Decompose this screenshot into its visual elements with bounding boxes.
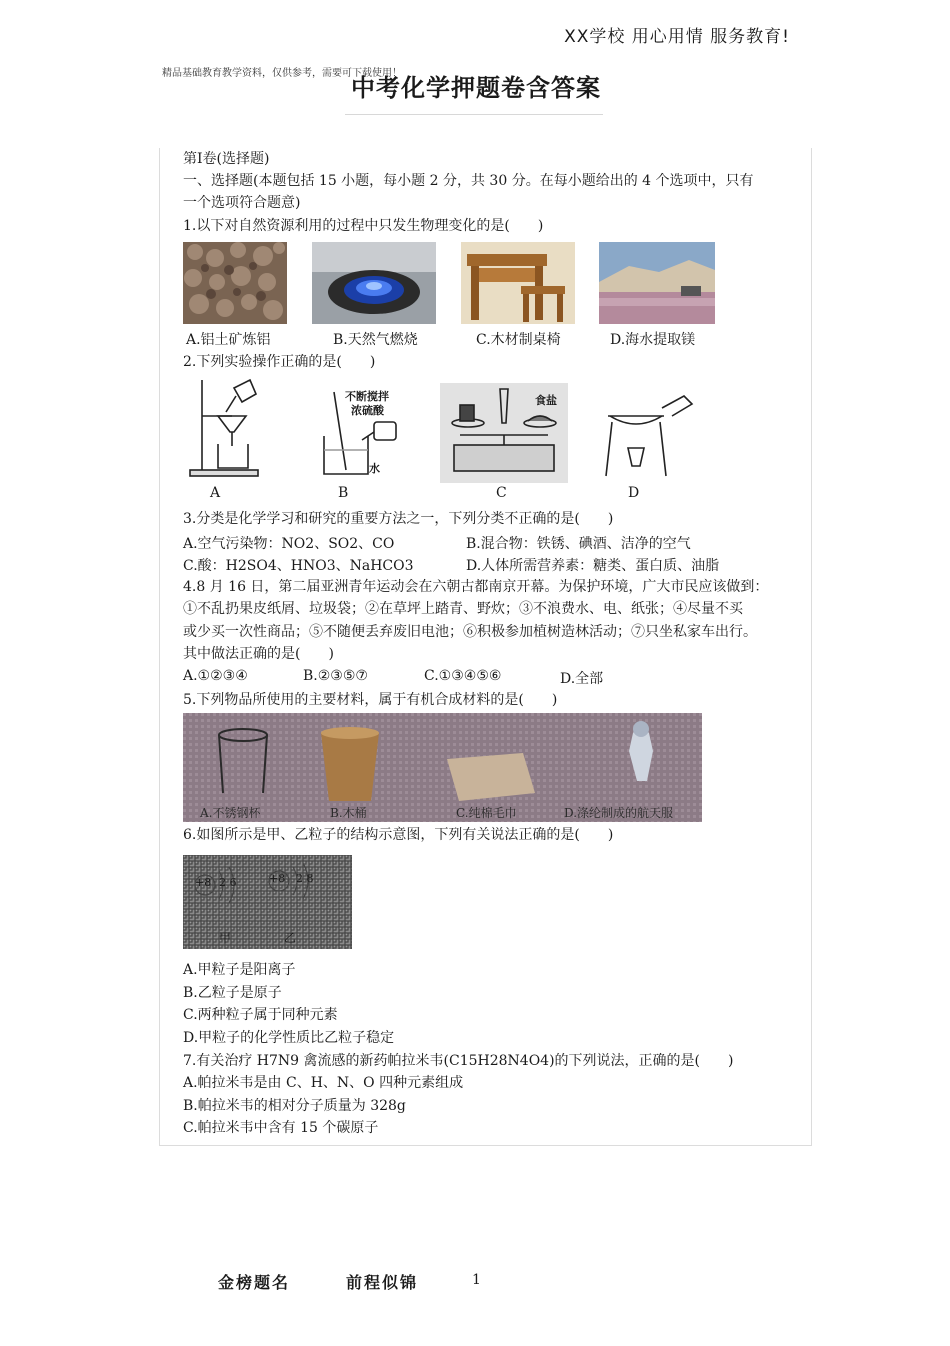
q7-option-c: C.帕拉米韦中含有 15 个碳原子	[183, 1120, 379, 1136]
q3-stem: 3.分类是化学学习和研究的重要方法之一，下列分类不正确的是( )	[183, 511, 614, 527]
q2-label-stir: 不断搅拌	[345, 390, 389, 403]
q5-caption-c: C.纯棉毛巾	[456, 806, 517, 820]
q5-caption-a: A.不锈钢杯	[200, 806, 261, 820]
q1-caption-b: B.天然气燃烧	[333, 332, 418, 348]
q1-seawater-photo	[599, 242, 715, 324]
q6-nucleus-b: +8	[269, 872, 286, 885]
q5-stem: 5.下列物品所使用的主要材料，属于有机合成材料的是( )	[183, 692, 558, 708]
q6-nucleus-a: +8	[195, 876, 212, 889]
q1-caption-d: D.海水提取镁	[610, 332, 696, 348]
q7-option-b: B.帕拉米韦的相对分子质量为 328g	[183, 1098, 406, 1114]
q6-option-b: B.乙粒子是原子	[183, 985, 282, 1001]
footer-motto-2: 前程似锦	[346, 1273, 419, 1292]
footer-motto-1: 金榜题名	[218, 1273, 291, 1292]
q5-caption-d: D.涤纶制成的航天服	[564, 806, 674, 820]
q4-stem-line-2: ①不乱扔果皮纸屑、垃圾袋；②在草坪上踏青、野炊；③不浪费水、电、纸张；④尽量不买	[183, 601, 743, 617]
q6-label-a: 甲	[219, 931, 232, 945]
q4-option-a: A.①②③④	[183, 668, 248, 684]
q2-stem: 2.下列实验操作正确的是( )	[183, 354, 376, 370]
q4-stem-line-1: 4.8 月 16 日，第二届亚洲青年运动会在六朝古都南京开幕。为保护环境，广大市民应该做到：	[183, 579, 769, 595]
q1-gas-stove-photo	[312, 242, 436, 324]
q4-option-b: B.②③⑤⑦	[303, 668, 368, 684]
q2-label-b: B	[338, 485, 349, 501]
q3-option-a: A.空气污染物：NO2、SO2、CO	[183, 536, 395, 552]
q6-option-c: C.两种粒子属于同种元素	[183, 1007, 338, 1023]
q3-option-b: B.混合物：铁锈、碘酒、洁净的空气	[466, 536, 691, 552]
q1-wooden-furniture-photo	[461, 242, 575, 324]
q2-label-a: A	[210, 485, 221, 501]
q7-option-a: A.帕拉米韦是由 C、H、N、O 四种元素组成	[183, 1075, 464, 1091]
q7-stem: 7.有关治疗 H7N9 禽流感的新药帕拉米韦(C15H28N4O4)的下列说法，正确的是( )	[183, 1053, 734, 1069]
q1-stem: 1.以下对自然资源利用的过程中只发生物理变化的是( )	[183, 218, 544, 234]
q3-option-c: C.酸：H2SO4、HNO3、NaHCO3	[183, 558, 414, 574]
q6-shells-a: 2 6	[219, 876, 237, 889]
title-divider	[345, 114, 603, 115]
q2-label-c: C	[496, 485, 507, 501]
q3-option-d: D.人体所需营养素：糖类、蛋白质、油脂	[466, 558, 720, 574]
q4-option-d: D.全部	[560, 671, 604, 687]
q6-shells-b: 2 8	[296, 872, 314, 885]
q2-evaporation-diagram	[600, 386, 696, 482]
q6-stem: 6.如图所示是甲、乙粒子的结构示意图，下列有关说法正确的是( )	[183, 827, 614, 843]
instructions-line-1: 一、选择题(本题包括 15 小题，每小题 2 分，共 30 分。在每小题给出的 4 个选项中，只有	[183, 173, 754, 189]
q2-label-salt: 食盐	[535, 394, 557, 407]
q4-stem-line-3: 或少买一次性商品；⑤不随便丢弃废旧电池；⑥积极参加植树造林活动；⑦只坐私家车出行。	[183, 624, 757, 640]
resource-note: 精品基础教育教学资料，仅供参考，需要可下载使用！	[162, 68, 402, 79]
header-slogan: XX学校 用心用情 服务教育!	[564, 27, 790, 47]
q1-caption-c: C.木材制桌椅	[476, 332, 561, 348]
q2-label-water: 水	[369, 462, 380, 475]
q1-bauxite-photo	[183, 242, 287, 324]
instructions-line-2: 一个选项符合题意)	[183, 195, 301, 211]
q1-caption-a: A.铝土矿炼铝	[186, 332, 271, 348]
q5-caption-b: B.木桶	[330, 806, 367, 820]
q4-stem-line-4: 其中做法正确的是( )	[183, 646, 334, 662]
q6-particle-diagram	[183, 855, 352, 949]
part-heading: 第Ⅰ卷(选择题)	[183, 151, 270, 167]
document-title: 中考化学押题卷含答案	[351, 74, 601, 102]
q2-label-d: D	[628, 485, 640, 501]
q2-label-acid: 浓硫酸	[351, 404, 384, 417]
q6-label-b: 乙	[284, 931, 297, 945]
q6-option-d: D.甲粒子的化学性质比乙粒子稳定	[183, 1030, 395, 1046]
q4-option-c: C.①③④⑤⑥	[424, 668, 502, 684]
q2-filtration-diagram	[186, 376, 262, 480]
page-number: 1	[472, 1272, 481, 1288]
q6-option-a: A.甲粒子是阳离子	[183, 962, 296, 978]
